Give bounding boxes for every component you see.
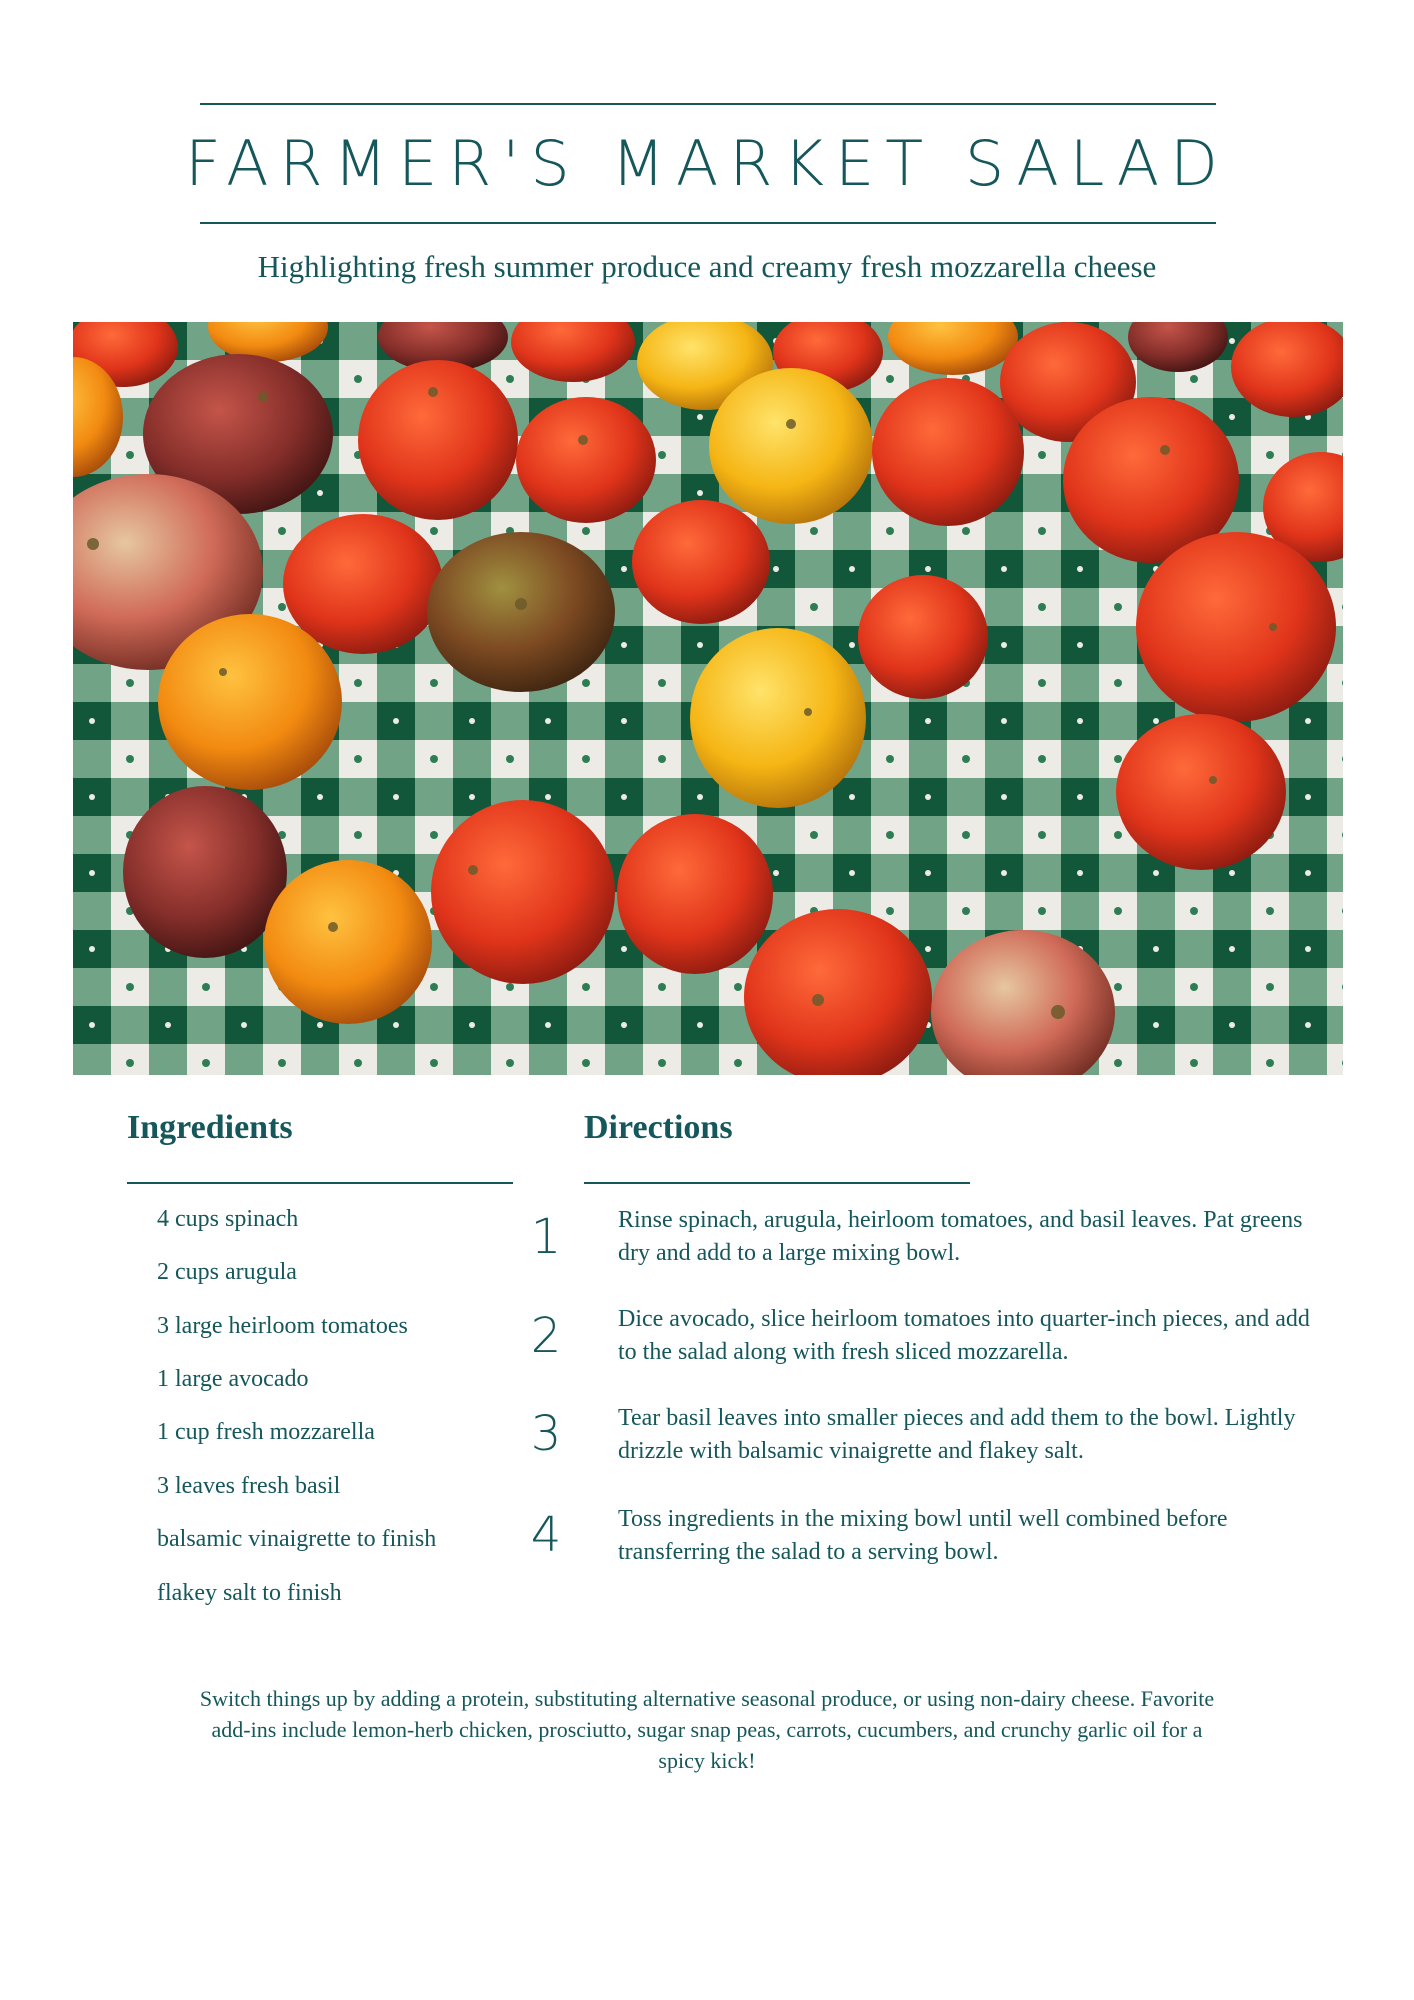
step-number: 3 <box>530 1406 562 1462</box>
step-number: 1 <box>530 1209 562 1265</box>
ingredient-item: balsamic vinaigrette to finish <box>157 1526 437 1552</box>
step-number: 4 <box>530 1507 562 1563</box>
title-rule-top <box>200 103 1216 105</box>
ingredient-item: 2 cups arugula <box>157 1259 297 1285</box>
ingredient-item: 4 cups spinach <box>157 1206 299 1232</box>
step-text: Tear basil leaves into smaller pieces and add them to the bowl. Lightly drizzle with balsamic vinaigrette and flakey salt. <box>618 1405 1296 1464</box>
step-text: Toss ingredients in the mixing bowl until well combined before transferring the salad to a serving bowl. <box>618 1506 1228 1565</box>
step-number: 2 <box>530 1308 562 1364</box>
directions-heading-rule <box>584 1182 970 1184</box>
ingredient-item: 3 large heirloom tomatoes <box>157 1313 408 1339</box>
ingredient-item: 3 leaves fresh basil <box>157 1473 341 1499</box>
directions-heading: Directions <box>584 1109 733 1146</box>
ingredient-item: 1 large avocado <box>157 1366 309 1392</box>
variation-note: Switch things up by adding a protein, substituting alternative seasonal produce, or using non-dairy cheese. Favorite add-ins include lemon-herb chicken, prosciutto, sugar snap peas, carrots, cucumbers, and crunchy garlic oil for a spicy kick! <box>199 1686 1215 1773</box>
step-text: Rinse spinach, arugula, heirloom tomatoes, and basil leaves. Pat greens dry and add to a large mixing bowl. <box>618 1207 1303 1266</box>
ingredients-heading: Ingredients <box>127 1109 293 1146</box>
ingredients-heading-rule <box>127 1182 513 1184</box>
tomatoes-photo <box>73 322 1343 1075</box>
ingredient-item: 1 cup fresh mozzarella <box>157 1419 375 1445</box>
page-subtitle: Highlighting fresh summer produce and creamy fresh mozzarella cheese <box>257 249 1157 284</box>
page-title: FARMER'S MARKET SALAD <box>185 127 1229 200</box>
step-text: Dice avocado, slice heirloom tomatoes into quarter-inch pieces, and add to the salad along with fresh sliced mozzarella. <box>618 1306 1310 1365</box>
ingredient-item: flakey salt to finish <box>157 1580 342 1606</box>
title-rule-bottom <box>200 222 1216 224</box>
